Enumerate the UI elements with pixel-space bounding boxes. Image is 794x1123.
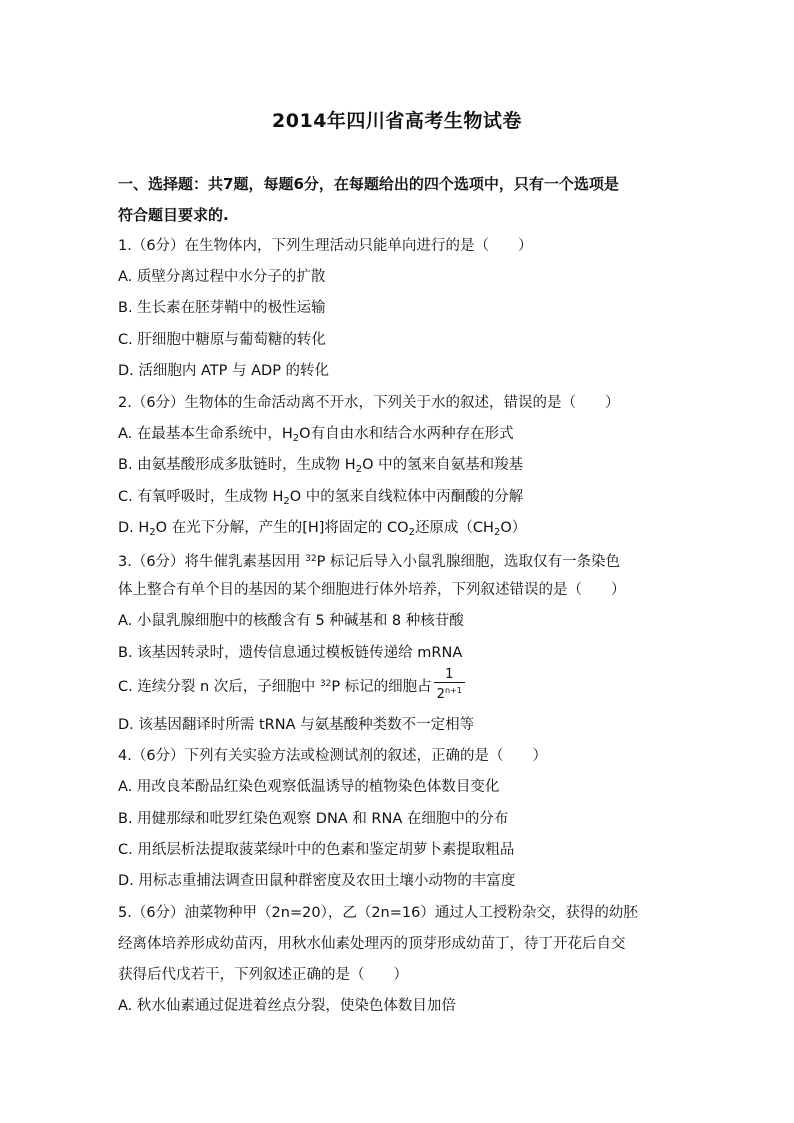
q2-b-subscript: 2 <box>355 464 363 475</box>
q2-d-text-2: O 在光下分解，产生的[H]将固定的 CO <box>155 520 409 536</box>
q3-option-c <box>118 667 465 704</box>
q1-option-d: D. 活细胞内 ATP 与 ADP 的转化 <box>118 363 330 379</box>
q3-c-text-1: C. 连续分裂 n 次后，子细胞中 <box>118 679 320 695</box>
q3-c-text-2: P 标记的细胞占 <box>331 679 432 695</box>
q1-option-a: A. 质壁分离过程中水分子的扩散 <box>118 269 326 285</box>
q2-option-c <box>118 487 523 512</box>
q2-a-text-2: O有自由水和结合水两种存在形式 <box>299 426 514 442</box>
q3-stem-text-2: P 标记后导入小鼠乳腺细胞，选取仅有一条染色 <box>316 554 620 570</box>
q2-option-b <box>118 455 523 480</box>
q2-c-subscript: 2 <box>283 496 290 507</box>
q3-stem-line-2: 体上整合有单个目的基因的某个细胞进行体外培养，下列叙述错误的是（ ） <box>118 582 626 598</box>
q1-option-b: B. 生长素在胚芽鞘中的极性运输 <box>118 300 326 316</box>
q3-stem-text-1: 3.（6分）将牛催乳素基因用 <box>118 554 306 570</box>
q2-c-text-2: O 中的氢来自线粒体中丙酮酸的分解 <box>289 489 524 505</box>
q4-option-a: A. 用改良苯酚品红染色观察低温诱导的植物染色体数目变化 <box>118 779 500 795</box>
q4-option-b: B. 用健那绿和吡罗红染色观察 DNA 和 RNA 在细胞中的分布 <box>118 811 509 827</box>
q3-c-fraction <box>434 668 465 702</box>
q3-option-a: A. 小鼠乳腺细胞中的核酸含有 5 种碱基和 8 种核苷酸 <box>118 613 464 629</box>
q2-d-text-3: 还原成（CH <box>414 520 494 536</box>
q5-option-a: A. 秋水仙素通过促进着丝点分裂，使染色体数目加倍 <box>118 998 456 1014</box>
section-heading-line-2: 符合题目要求的. <box>118 206 229 224</box>
q2-c-text-1: C. 有氧呼吸时，生成物 H <box>118 489 284 505</box>
page-title: 2014年四川省高考生物试卷 <box>272 110 522 132</box>
q2-d-text-1: D. H <box>118 520 150 536</box>
q1-option-c: C. 肝细胞中糖原与葡萄糖的转化 <box>118 332 326 348</box>
fraction-denominator <box>434 682 465 702</box>
q5-stem-line-1: 5.（6分）油菜物种甲（2n=20），乙（2n=16）通过人工授粉杂交，获得的幼胚 <box>118 905 638 921</box>
q4-option-d: D. 用标志重捕法调查田鼠种群密度及农田土壤小动物的丰富度 <box>118 873 516 889</box>
q3-option-d: D. 该基因翻译时所需 tRNA 与氨基酸种类数不一定相等 <box>118 717 475 733</box>
q2-a-subscript: 2 <box>292 433 300 444</box>
q1-stem: 1.（6分）在生物体内，下列生理活动只能单向进行的是（ ） <box>118 238 533 254</box>
fraction-numerator: 1 <box>445 667 454 682</box>
q3-c-superscript: 32 <box>319 679 332 689</box>
q2-b-text-2: O 中的氢来自氨基和羧基 <box>362 457 524 473</box>
q2-b-text-1: B. 由氨基酸形成多肽链时，生成物 H <box>118 457 356 473</box>
q4-option-c: C. 用纸层析法提取菠菜绿叶中的色素和鉴定胡萝卜素提取粗品 <box>118 842 515 858</box>
q4-stem: 4.（6分）下列有关实验方法或检测试剂的叙述，正确的是（ ） <box>118 748 548 764</box>
q2-d-subscript-2: 2 <box>408 527 415 538</box>
q3-stem-line-1 <box>118 549 620 572</box>
q2-d-text-4: O） <box>500 520 527 536</box>
fraction-denominator-base: 2 <box>436 687 445 702</box>
section-heading-line-1: 一、选择题：共7题，每题6分，在每题给出的四个选项中，只有一个选项是 <box>118 175 619 193</box>
q2-d-subscript-1: 2 <box>149 527 156 538</box>
q2-option-d <box>118 518 526 543</box>
q3-stem-superscript: 32 <box>305 554 317 564</box>
q2-stem: 2.（6分）生物体的生命活动离不开水，下列关于水的叙述，错误的是（ ） <box>118 395 620 411</box>
q2-option-a <box>118 424 514 449</box>
q2-a-text-1: A. 在最基本生命系统中，H <box>118 426 293 442</box>
q5-stem-line-3: 获得后代戊若干，下列叙述正确的是（ ） <box>118 967 408 983</box>
q2-d-subscript-3: 2 <box>493 527 501 538</box>
q5-stem-line-2: 经离体培养形成幼苗丙，用秋水仙素处理丙的顶芽形成幼苗丁，待丁开花后自交 <box>118 936 626 952</box>
q3-option-b: B. 该基因转录时，遗传信息通过模板链传递给 mRNA <box>118 645 463 661</box>
fraction-denominator-exponent: n+1 <box>444 686 462 695</box>
